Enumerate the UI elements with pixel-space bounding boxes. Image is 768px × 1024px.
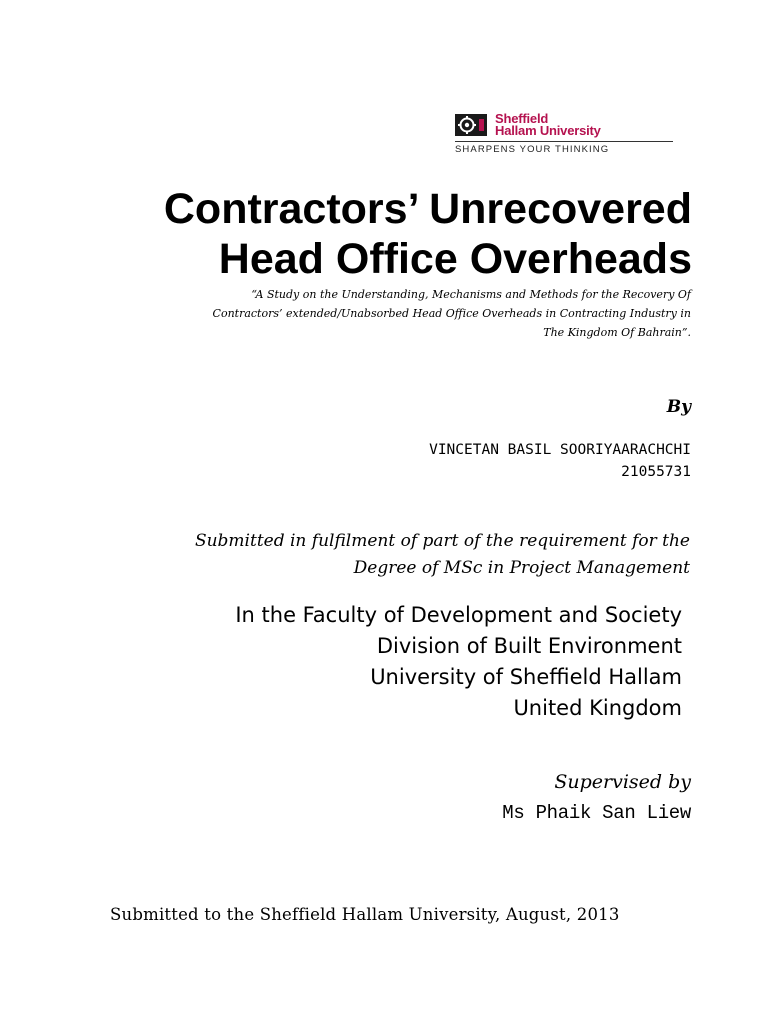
faculty-line3: University of Sheffield Hallam [370,665,682,689]
submission-statement [195,528,690,582]
faculty-block [235,600,682,724]
faculty-line4: United Kingdom [513,696,682,720]
submission-footer: Submitted to the Sheffield Hallam University, August, 2013 [110,905,620,924]
submission-line1: Submitted in fulfilment of part of the requirement for the [194,531,690,551]
university-crest-icon [455,114,487,136]
author-name: VINCETAN BASIL SOORIYAARACHCHI [429,442,691,458]
subtitle-line2: Contractors’ extended/Unabsorbed Head Office Overheads in Contracting Industry in [212,307,691,320]
logo-name-line1: Sheffield [495,111,549,126]
university-logo [455,113,673,157]
logo-divider [455,141,673,142]
author-block [429,439,691,483]
subtitle-line3: The Kingdom Of Bahrain”. [543,326,691,339]
student-id: 21055731 [621,464,691,480]
faculty-line2: Division of Built Environment [376,634,682,658]
supervisor-name: Ms Phaik San Liew [502,802,691,824]
logo-name-line2: Hallam University [495,123,601,138]
submission-line2: Degree of MSc in Project Management [353,558,690,578]
logo-tagline: SHARPENS YOUR THINKING [455,144,610,155]
document-title-line1: Contractors’ Unrecovered [163,185,692,233]
supervised-by-label: Supervised by [554,771,691,793]
faculty-line1: In the Faculty of Development and Society [235,603,682,627]
by-label: By [666,397,691,417]
document-title-line2: Head Office Overheads [218,235,692,283]
subtitle-line1: “A Study on the Understanding, Mechanisms and Methods for the Recovery Of [251,288,691,301]
document-subtitle [91,285,691,342]
